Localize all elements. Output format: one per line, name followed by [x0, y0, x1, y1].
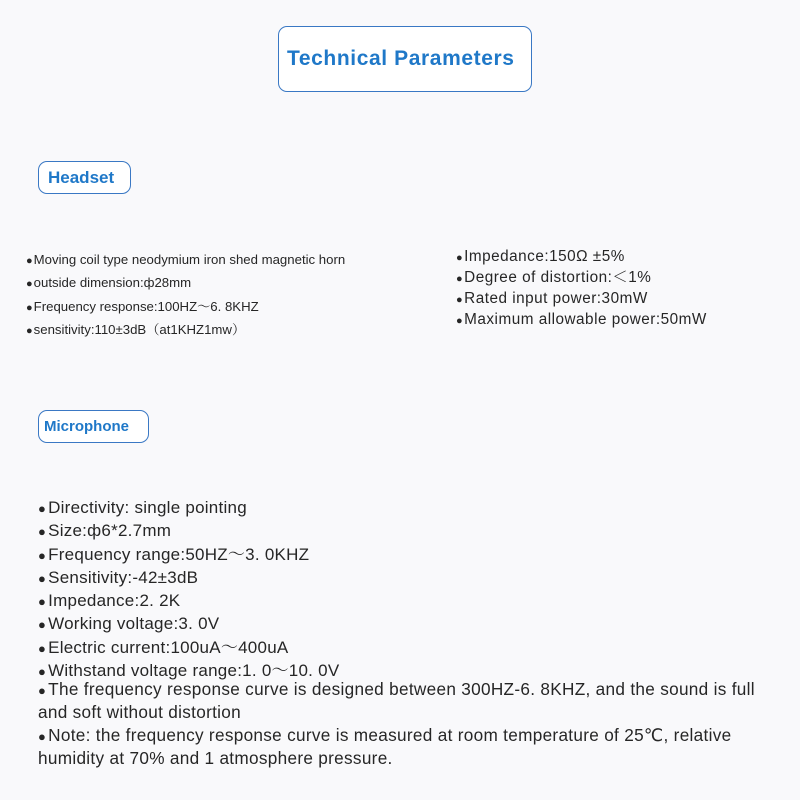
bullet-icon: ●: [38, 729, 47, 744]
spec-text: outside dimension:ф28mm: [33, 275, 192, 291]
spec-text: sensitivity:110±3dB（at1KHZ1mw）: [33, 321, 246, 337]
spec-item: [456, 268, 707, 289]
bullet-icon: ●: [38, 617, 47, 633]
spec-text: Frequency range:50HZ～3. 0KHZ: [48, 544, 310, 564]
spec-text: Electric current:100uA～400uA: [48, 637, 289, 657]
note-text: Note: the frequency response curve is measured at room temperature of 25℃, relative humidity at 70% and 1 atmosphere pressure.: [38, 725, 732, 768]
spec-text: Moving coil type neodymium iron shed magnetic horn: [33, 252, 346, 267]
bullet-icon: ●: [26, 278, 33, 291]
spec-text: Size:ф6*2.7mm: [48, 521, 172, 541]
spec-text: Impedance:2. 2K: [48, 591, 181, 611]
bullet-icon: ●: [38, 524, 47, 540]
spec-item: [38, 567, 339, 590]
spec-item: [456, 289, 707, 310]
bullet-icon: ●: [38, 640, 47, 656]
microphone-spec-list: [38, 497, 339, 683]
spec-item: [38, 544, 339, 567]
spec-text: Working voltage:3. 0V: [48, 614, 220, 634]
bullet-icon: ●: [38, 547, 47, 563]
spec-item: [38, 637, 339, 660]
bullet-icon: ●: [456, 252, 464, 264]
bullet-icon: ●: [456, 315, 464, 327]
bullet-icon: ●: [26, 324, 33, 337]
spec-text: Impedance:150Ω ±5%: [464, 248, 625, 265]
headset-spec-list-left: [26, 249, 345, 342]
spec-item: [38, 613, 339, 636]
frequency-curve-note: [38, 679, 768, 723]
spec-item: [456, 247, 707, 268]
bullet-icon: ●: [38, 570, 47, 586]
spec-item: [26, 319, 345, 342]
spec-text: Withstand voltage range:1. 0～10. 0V: [48, 661, 340, 681]
spec-item: [26, 272, 345, 295]
bullet-icon: ●: [38, 594, 47, 610]
measurement-conditions-note: [38, 725, 788, 769]
spec-text: Sensitivity:-42±3dB: [48, 567, 199, 587]
bullet-icon: ●: [26, 255, 33, 267]
spec-text: Rated input power:30mW: [464, 290, 648, 307]
page-title: Technical Parameters: [278, 26, 532, 92]
bullet-icon: ●: [38, 683, 47, 698]
spec-item: [38, 497, 339, 520]
spec-text: Degree of distortion:＜1%: [464, 269, 652, 286]
spec-item: [26, 249, 345, 272]
bullet-icon: ●: [26, 301, 33, 314]
bullet-icon: ●: [38, 664, 47, 680]
microphone-section-heading: Microphone: [38, 410, 149, 443]
headset-spec-list-right: [456, 247, 707, 331]
spec-item: [38, 520, 339, 543]
spec-text: Directivity: single pointing: [48, 498, 247, 517]
spec-text: Frequency response:100HZ～6. 8KHZ: [33, 298, 259, 314]
spec-item: [38, 590, 339, 613]
spec-text: Maximum allowable power:50mW: [464, 311, 707, 328]
spec-item: [456, 310, 707, 331]
headset-section-heading: Headset: [38, 161, 131, 194]
bullet-icon: ●: [456, 273, 464, 285]
bullet-icon: ●: [456, 294, 464, 306]
spec-item: [26, 296, 345, 319]
note-text: The frequency response curve is designed between 300HZ-6. 8KHZ, and the sound is full and soft without distortion: [38, 679, 755, 722]
bullet-icon: ●: [38, 501, 47, 516]
